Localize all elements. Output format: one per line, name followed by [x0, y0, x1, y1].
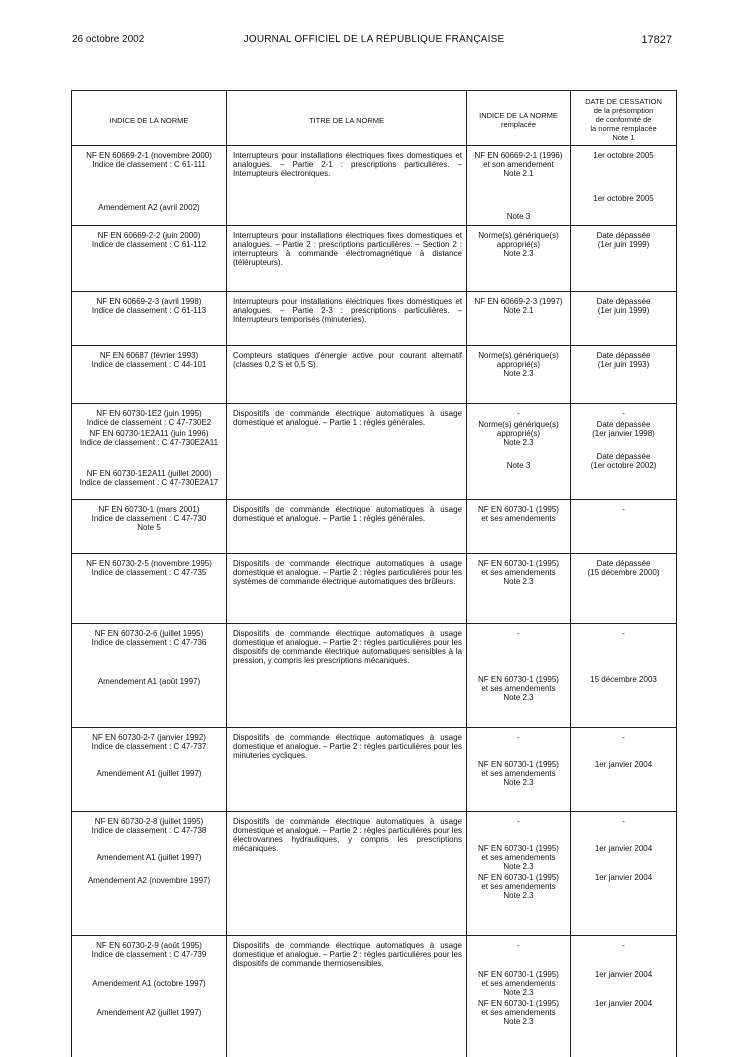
- table-row: [72, 812, 677, 936]
- indice-entry: NF EN 60730-1E2A11 (juin 1996) Indice de classement : C 47-730E2A11: [76, 429, 222, 447]
- remplacee-entry: NF EN 60669-2-3 (1997) Note 2.1: [471, 297, 566, 315]
- remplacee-entry: NF EN 60730-1 (1995) et ses amendements Note 2.3: [471, 970, 566, 997]
- cell-remplacee: [467, 554, 571, 624]
- cell-date: [571, 226, 677, 292]
- cell-remplacee: [467, 226, 571, 292]
- cell-titre: [227, 728, 467, 812]
- cell-date: [571, 500, 677, 554]
- cell-indice: [72, 346, 227, 404]
- cell-date: [571, 346, 677, 404]
- remplacee-entry: NF EN 60730-1 (1995) et ses amendements Note 2.3: [471, 999, 566, 1026]
- remplacee-entry: -: [471, 733, 566, 742]
- col-header-titre: TITRE DE LA NORME: [227, 91, 467, 146]
- cell-date: [571, 292, 677, 346]
- remplacee-entry: NF EN 60730-1 (1995) et ses amendements Note 2.3: [471, 873, 566, 900]
- cell-date: [571, 812, 677, 936]
- remplacee-entry: NF EN 60730-1 (1995) et ses amendements Note 2.3: [471, 675, 566, 702]
- remplacee-entry: -: [471, 817, 566, 826]
- titre-entry: Dispositifs de commande électrique automatiques à usage domestique et analogue. – Partie 1 : règles générales.: [233, 409, 462, 427]
- cell-date: [571, 624, 677, 728]
- cell-titre: [227, 624, 467, 728]
- remplacee-entry: -: [471, 941, 566, 950]
- date-entry: Date dépassée (1er juin 1993): [575, 351, 672, 369]
- titre-entry: Dispositifs de commande électrique automatiques à usage domestique et analogue. – Partie 1 : règles générales.: [233, 505, 462, 523]
- indice-entry: Amendement A1 (août 1997): [76, 677, 222, 686]
- table-row: [72, 728, 677, 812]
- titre-entry: Dispositifs de commande électrique automatiques à usage domestique et analogue. – Partie 2 : règles particulières pour les électrovannes hydrauliques, y compris les prescriptions mécaniques.: [233, 817, 462, 853]
- date-entry: Date dépassée (1er octobre 2002): [575, 452, 672, 470]
- table-row: [72, 554, 677, 624]
- titre-entry: Dispositifs de commande électrique automatiques à usage domestique et analogue. – Partie 2 : règles particulières pour les dispositifs de commande électrique automatiques sensibles à la pression, y compris les prescriptions mécaniques.: [233, 629, 462, 665]
- remplacee-entry: NF EN 60730-1 (1995) et ses amendements: [471, 505, 566, 523]
- col-header-date: DATE DE CESSATION de la présomption de conformité de la norme remplacée Note 1: [571, 91, 677, 146]
- indice-entry: NF EN 60730-2-6 (juillet 1995) Indice de classement : C 47-736: [76, 629, 222, 647]
- titre-entry: Dispositifs de commande électrique automatiques à usage domestique et analogue. – Partie 2 : règles particulières pour les systèmes de commande électrique automatiques des brûleurs.: [233, 559, 462, 586]
- date-entry: Date dépassée (15 décembre 2000): [575, 559, 672, 577]
- page-header: [0, 34, 748, 50]
- cell-remplacee: [467, 728, 571, 812]
- titre-entry: Dispositifs de commande électrique automatiques à usage domestique et analogue. – Partie 2 : règles particulières pour les dispositifs de commande thermosensibles.: [233, 941, 462, 968]
- indice-entry: NF EN 60730-2-7 (janvier 1992) Indice de classement : C 47-737: [76, 733, 222, 751]
- date-entry: -: [575, 409, 672, 418]
- date-entry: 15 décembre 2003: [575, 675, 672, 684]
- cell-indice: [72, 624, 227, 728]
- date-entry: -: [575, 629, 672, 638]
- titre-entry: Interrupteurs pour installations électriques fixes domestiques et analogues. – Partie 2-1 : prescriptions particulières. – Interrupteurs électroniques.: [233, 151, 462, 178]
- cell-remplacee: [467, 812, 571, 936]
- date-entry: -: [575, 941, 672, 950]
- indice-entry: NF EN 60730-2-8 (juillet 1995) Indice de classement : C 47-738: [76, 817, 222, 835]
- remplacee-entry: Norme(s) générique(s) approprié(s) Note 2.3: [471, 231, 566, 258]
- cell-remplacee: [467, 146, 571, 226]
- table-row: [72, 500, 677, 554]
- date-entry: Date dépassée (1er juin 1999): [575, 231, 672, 249]
- indice-entry: NF EN 60730-1E2 (juin 1995) Indice de classement : C 47-730E2: [76, 409, 222, 427]
- cell-date: [571, 146, 677, 226]
- date-entry: -: [575, 817, 672, 826]
- titre-entry: Dispositifs de commande électrique automatiques à usage domestique et analogue. – Partie 2 : règles particulières pour les minuteries cycliques.: [233, 733, 462, 760]
- indice-entry: NF EN 60687 (février 1993) Indice de classement : C 44-101: [76, 351, 222, 369]
- cell-date: [571, 728, 677, 812]
- cell-indice: [72, 500, 227, 554]
- cell-titre: [227, 936, 467, 1057]
- date-entry: 1er janvier 2004: [575, 999, 672, 1008]
- cell-titre: [227, 292, 467, 346]
- journal-title: JOURNAL OFFICIEL DE LA RÉPUBLIQUE FRANÇAISE: [0, 34, 748, 45]
- cell-remplacee: [467, 292, 571, 346]
- indice-entry: NF EN 60730-2-5 (novembre 1995) Indice de classement : C 47-735: [76, 559, 222, 577]
- cell-date: [571, 936, 677, 1057]
- table-header-row: [72, 91, 677, 146]
- indice-entry: NF EN 60730-2-9 (août 1995) Indice de classement : C 47-739: [76, 941, 222, 959]
- cell-indice: [72, 936, 227, 1057]
- remplacee-entry: NF EN 60730-1 (1995) et ses amendements Note 2.3: [471, 559, 566, 586]
- table-row: [72, 624, 677, 728]
- cell-titre: [227, 500, 467, 554]
- remplacee-entry: Note 3: [471, 212, 566, 221]
- cell-indice: [72, 554, 227, 624]
- cell-remplacee: [467, 346, 571, 404]
- indice-entry: Amendement A2 (novembre 1997): [76, 876, 222, 885]
- remplacee-entry: NF EN 60730-1 (1995) et ses amendements Note 2.3: [471, 844, 566, 871]
- cell-date: [571, 554, 677, 624]
- cell-indice: [72, 292, 227, 346]
- cell-indice: [72, 728, 227, 812]
- cell-remplacee: [467, 624, 571, 728]
- table-row: [72, 346, 677, 404]
- indice-entry: NF EN 60730-1E2A11 (juillet 2000) Indice de classement : C 47-730E2A17: [76, 469, 222, 487]
- table-row: [72, 292, 677, 346]
- date-entry: 1er janvier 2004: [575, 844, 672, 853]
- standards-table: [71, 90, 677, 1057]
- cell-titre: [227, 404, 467, 500]
- indice-entry: Amendement A2 (juillet 1997): [76, 1008, 222, 1017]
- cell-titre: [227, 146, 467, 226]
- remplacee-entry: NF EN 60730-1 (1995) et ses amendements Note 2.3: [471, 760, 566, 787]
- table-row: [72, 404, 677, 500]
- remplacee-entry: Norme(s) générique(s) approprié(s) Note 2.3: [471, 351, 566, 378]
- date-entry: -: [575, 505, 672, 514]
- cell-indice: [72, 812, 227, 936]
- remplacee-entry: Norme(s) générique(s) approprié(s) Note 2.3: [471, 420, 566, 447]
- cell-date: [571, 404, 677, 500]
- table-row: [72, 146, 677, 226]
- titre-entry: Interrupteurs pour installations électriques fixes domestiques et analogues. – Partie 2-3 : prescriptions particulières. – Interrupteurs temporisés (minuteries).: [233, 297, 462, 324]
- col-header-indice: INDICE DE LA NORME: [72, 91, 227, 146]
- indice-entry: Amendement A1 (juillet 1997): [76, 769, 222, 778]
- indice-entry: Amendement A1 (octobre 1997): [76, 979, 222, 988]
- table-row: [72, 936, 677, 1057]
- publication-date: 26 octobre 2002: [72, 34, 144, 45]
- titre-entry: Interrupteurs pour installations électriques fixes domestiques et analogues. – Partie 2 : prescriptions particulières. – Section 2 : interrupteurs à commande électromagnétique à distance (télérupteurs).: [233, 231, 462, 267]
- remplacee-entry: -: [471, 629, 566, 638]
- indice-entry: NF EN 60730-1 (mars 2001) Indice de classement : C 47-730 Note 5: [76, 505, 222, 532]
- col-header-remplacee: INDICE DE LA NORME remplacée: [467, 91, 571, 146]
- cell-titre: [227, 554, 467, 624]
- date-entry: 1er octobre 2005: [575, 151, 672, 160]
- titre-entry: Compteurs statiques d'énergie active pour courant alternatif (classes 0,2 S et 0,5 S).: [233, 351, 462, 369]
- cell-titre: [227, 812, 467, 936]
- remplacee-entry: -: [471, 409, 566, 418]
- indice-entry: Amendement A2 (avril 2002): [76, 203, 222, 212]
- indice-entry: NF EN 60669-2-3 (avril 1998) Indice de classement : C 61-113: [76, 297, 222, 315]
- date-entry: 1er octobre 2005: [575, 194, 672, 203]
- date-entry: Date dépassée (1er juin 1999): [575, 297, 672, 315]
- date-entry: 1er janvier 2004: [575, 873, 672, 882]
- page-number: 17827: [641, 34, 672, 46]
- date-entry: 1er janvier 2004: [575, 970, 672, 979]
- date-entry: -: [575, 733, 672, 742]
- indice-entry: NF EN 60669-2-2 (juin 2000) Indice de classement : C 61-112: [76, 231, 222, 249]
- cell-indice: [72, 146, 227, 226]
- cell-titre: [227, 346, 467, 404]
- indice-entry: Amendement A1 (juillet 1997): [76, 853, 222, 862]
- remplacee-entry: NF EN 60669-2-1 (1996) et son amendement Note 2.1: [471, 151, 566, 178]
- date-entry: Date dépassée (1er janvier 1998): [575, 420, 672, 438]
- indice-entry: NF EN 60669-2-1 (novembre 2000) Indice de classement : C 61-111: [76, 151, 222, 169]
- cell-remplacee: [467, 936, 571, 1057]
- cell-titre: [227, 226, 467, 292]
- cell-remplacee: [467, 404, 571, 500]
- remplacee-entry: Note 3: [471, 461, 566, 470]
- table-row: [72, 226, 677, 292]
- date-entry: 1er janvier 2004: [575, 760, 672, 769]
- cell-indice: [72, 404, 227, 500]
- cell-indice: [72, 226, 227, 292]
- cell-remplacee: [467, 500, 571, 554]
